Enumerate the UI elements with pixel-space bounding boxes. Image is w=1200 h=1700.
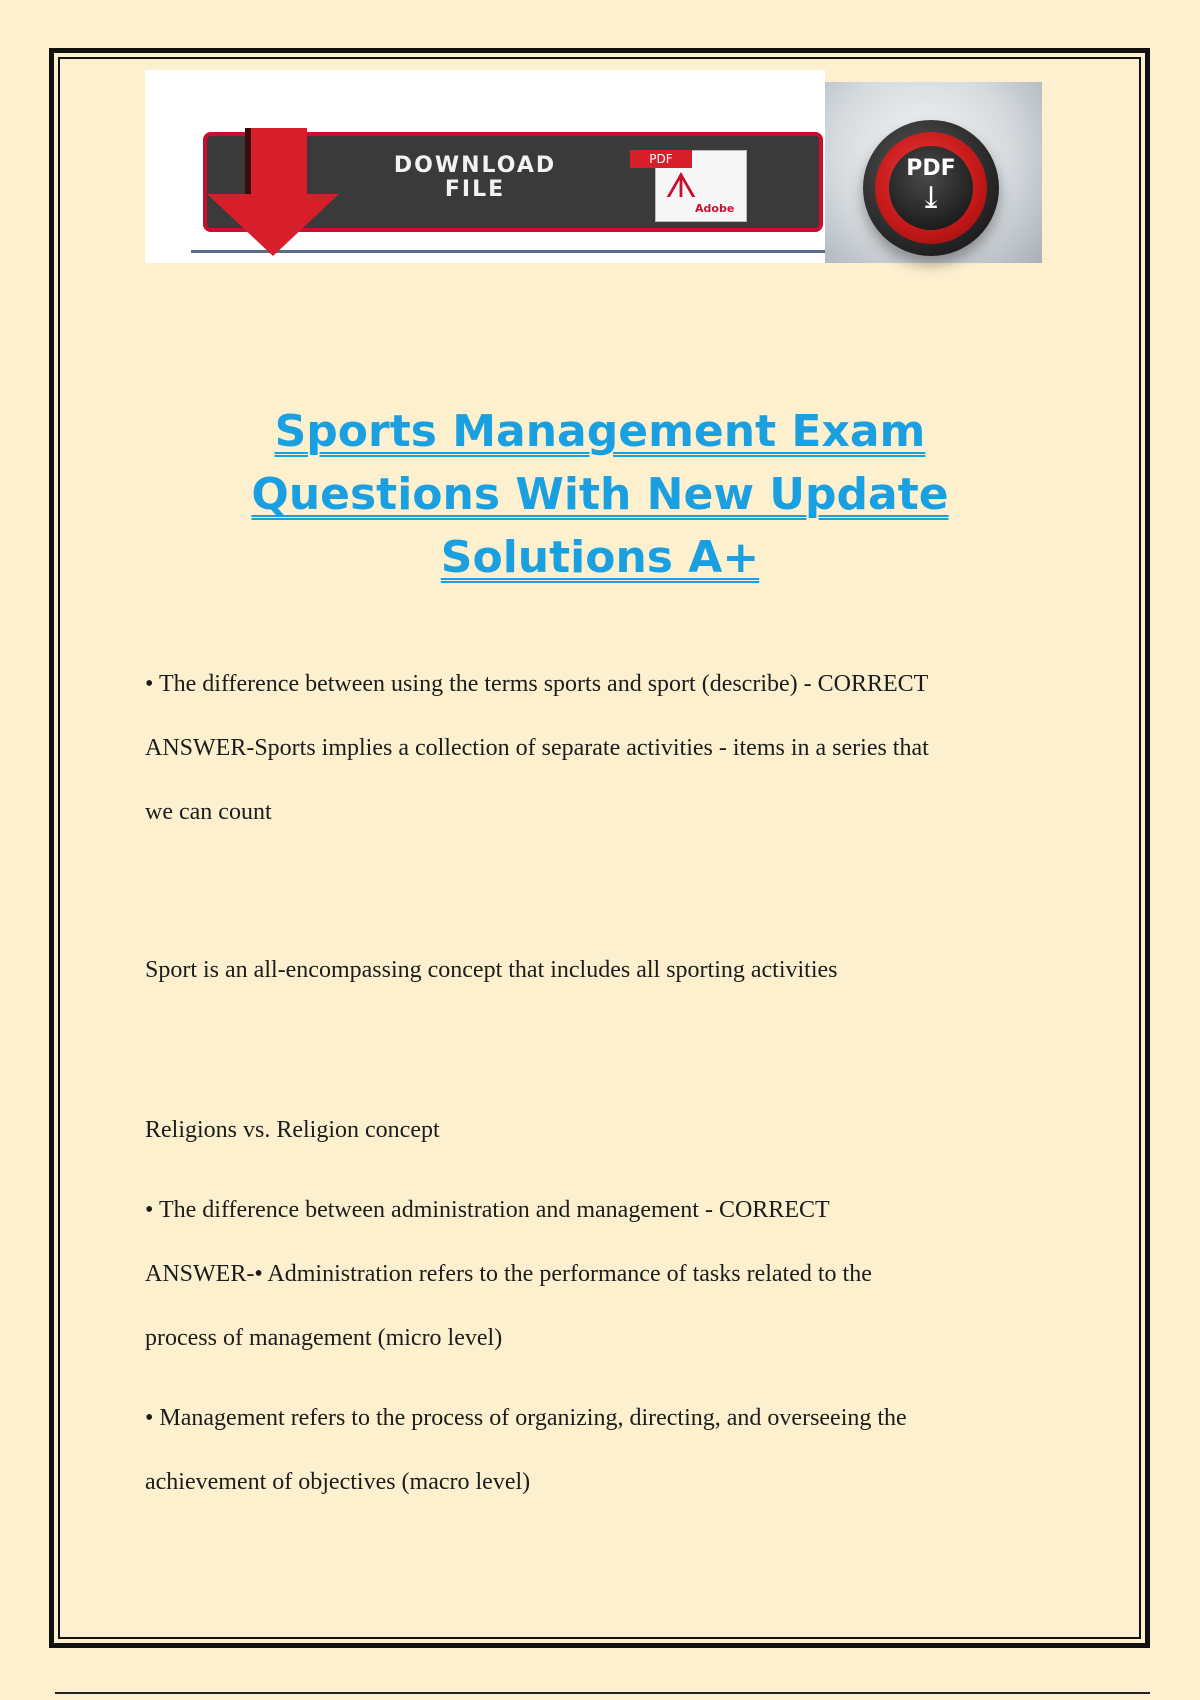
tray-download-icon: ⤓ [918, 182, 944, 215]
download-label-line2: FILE [444, 177, 506, 202]
pdf-tab-label: PDF [630, 150, 692, 168]
pdf-circle-ring [875, 132, 987, 244]
download-arrow-icon [245, 128, 307, 198]
question-1 [145, 652, 1065, 844]
question-1-line-2: ANSWER-Sports implies a collection of separate activities - items in a series that [145, 735, 929, 761]
pdf-download-icon [863, 120, 999, 256]
question-2-line-1: • The difference between administration and management - CORRECT [145, 1197, 830, 1223]
download-file-graphic[interactable] [145, 70, 825, 263]
acrobat-swirl-icon: ᗑ [665, 168, 697, 205]
question-1-line-1: • The difference between using the terms sports and sport (describe) - CORRECT [145, 671, 929, 697]
document-title[interactable] [150, 400, 1050, 589]
paragraph-religion: Religions vs. Religion concept [145, 1117, 440, 1143]
question-2-bullet-management [145, 1386, 1065, 1514]
question-2-line-2: ANSWER-• Administration refers to the performance of tasks related to the [145, 1261, 872, 1287]
title-line-1: Sports Management Exam [274, 406, 926, 457]
pdf-circle-label: PDF [906, 156, 956, 181]
question-2-line-3: process of management (micro level) [145, 1325, 503, 1351]
paragraph-sport: Sport is an all-encompassing concept that includes all sporting activities [145, 957, 838, 983]
download-banner[interactable] [145, 70, 1042, 263]
question-2 [145, 1178, 1065, 1370]
download-file-label [355, 154, 595, 202]
management-line-1: • Management refers to the process of organizing, directing, and overseeing the [145, 1405, 907, 1431]
adobe-label: Adobe [695, 202, 735, 215]
management-line-2: achievement of objectives (macro level) [145, 1469, 531, 1495]
footer-rule [55, 1692, 1150, 1694]
pdf-download-graphic[interactable] [825, 82, 1042, 263]
question-1-line-3: we can count [145, 799, 272, 825]
title-line-2: Questions With New Update [251, 469, 949, 520]
title-line-3: Solutions A+ [440, 532, 760, 583]
download-arrow-head-icon [207, 194, 339, 256]
pdf-circle-core [889, 146, 973, 230]
download-label-line1: DOWNLOAD [393, 153, 557, 178]
